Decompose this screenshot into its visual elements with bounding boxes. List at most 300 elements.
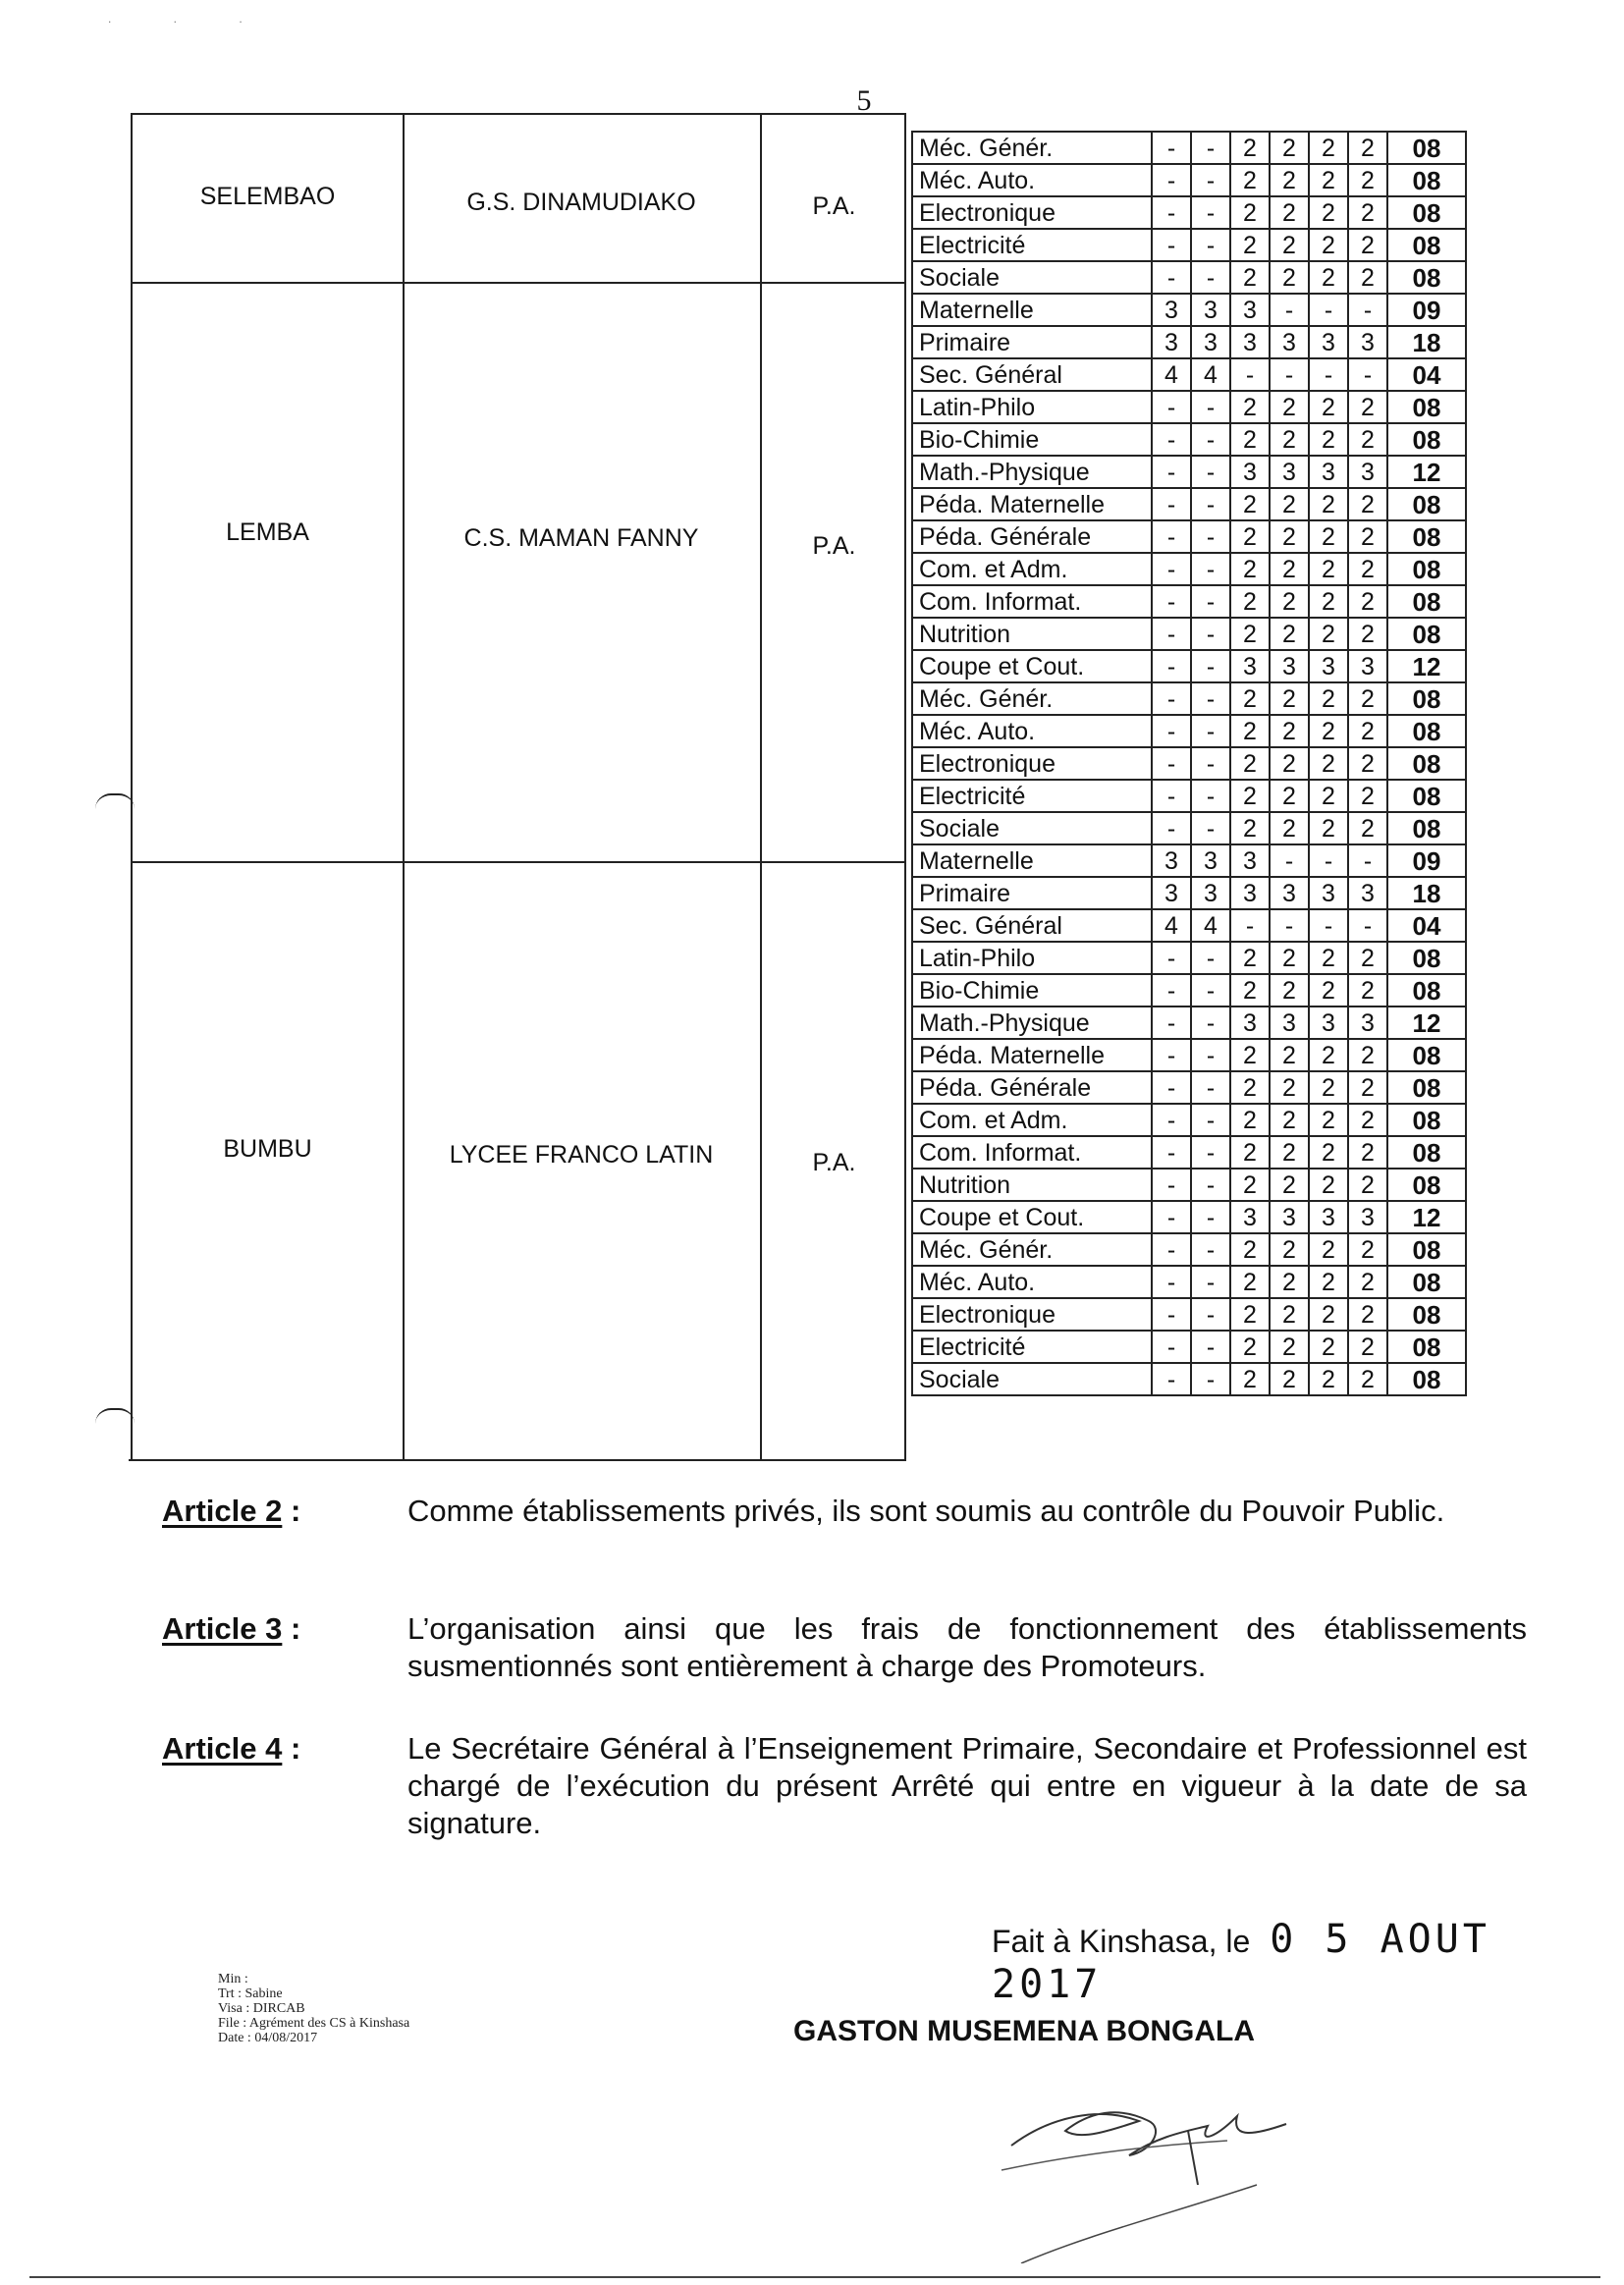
count-cell: 2 [1348, 942, 1387, 974]
table-row [912, 650, 1466, 682]
count-cell: - [1191, 747, 1230, 780]
count-cell: - [1191, 1363, 1230, 1395]
count-cell: 2 [1348, 1266, 1387, 1298]
count-cell: 2 [1309, 1039, 1348, 1071]
count-cell: 3 [1270, 326, 1309, 358]
count-cell: 2 [1230, 164, 1270, 196]
count-cell: - [1191, 488, 1230, 520]
count-cell: 2 [1309, 1331, 1348, 1363]
count-cell: 2 [1309, 715, 1348, 747]
count-cell: - [1191, 1266, 1230, 1298]
section-cell: Electronique [912, 196, 1152, 229]
count-cell: - [1309, 358, 1348, 391]
count-cell: 2 [1309, 423, 1348, 456]
total-cell: 12 [1387, 1201, 1466, 1233]
table-row [912, 747, 1466, 780]
section-cell: Sec. Général [912, 358, 1152, 391]
count-cell: 3 [1191, 326, 1230, 358]
count-cell: - [1191, 423, 1230, 456]
count-cell: - [1152, 229, 1191, 261]
count-cell: 2 [1309, 261, 1348, 294]
article-text: L’organisation ainsi que les frais de fonctionnement des établissements susmentionnés sont entièrement à charge des Promoteurs. [407, 1611, 1527, 1683]
count-cell: 2 [1230, 1136, 1270, 1169]
school-name-cell: LYCEE FRANCO LATIN [449, 1141, 714, 1169]
count-cell: 2 [1309, 1298, 1348, 1331]
count-cell: - [1152, 1331, 1191, 1363]
article-label: Article 3 [162, 1611, 283, 1646]
count-cell: 2 [1270, 423, 1309, 456]
table-row [912, 326, 1466, 358]
count-cell: 2 [1348, 1233, 1387, 1266]
section-cell: Primaire [912, 326, 1152, 358]
count-cell: - [1152, 1071, 1191, 1104]
section-cell: Péda. Générale [912, 1071, 1152, 1104]
count-cell: - [1191, 1136, 1230, 1169]
total-cell: 09 [1387, 844, 1466, 877]
section-cell: Sociale [912, 261, 1152, 294]
count-cell: 2 [1270, 229, 1309, 261]
count-cell: 3 [1309, 877, 1348, 909]
count-cell: 3 [1152, 877, 1191, 909]
count-cell: 2 [1270, 780, 1309, 812]
count-cell: 2 [1348, 553, 1387, 585]
total-cell: 08 [1387, 1266, 1466, 1298]
section-cell: Electronique [912, 1298, 1152, 1331]
count-cell: 2 [1230, 974, 1270, 1006]
section-cell: Méc. Génér. [912, 1233, 1152, 1266]
count-cell: 2 [1348, 812, 1387, 844]
total-cell: 08 [1387, 423, 1466, 456]
table-row [912, 812, 1466, 844]
article-text: Comme établissements privés, ils sont soumis au contrôle du Pouvoir Public. [407, 1494, 1445, 1528]
count-cell: 4 [1191, 909, 1230, 942]
total-cell: 04 [1387, 358, 1466, 391]
count-cell: 2 [1309, 1233, 1348, 1266]
count-cell: - [1152, 164, 1191, 196]
count-cell: 2 [1230, 747, 1270, 780]
count-cell: 2 [1230, 715, 1270, 747]
count-cell: 2 [1348, 974, 1387, 1006]
table-row [912, 1039, 1466, 1071]
count-cell: 3 [1152, 294, 1191, 326]
count-cell: 2 [1348, 1071, 1387, 1104]
table-row [912, 423, 1466, 456]
count-cell: 2 [1230, 391, 1270, 423]
count-cell: 4 [1152, 358, 1191, 391]
count-cell: - [1191, 261, 1230, 294]
count-cell: - [1152, 1266, 1191, 1298]
count-cell: - [1152, 618, 1191, 650]
count-cell: 2 [1270, 1039, 1309, 1071]
count-cell: 3 [1348, 650, 1387, 682]
count-cell: 2 [1230, 1104, 1270, 1136]
count-cell: - [1152, 456, 1191, 488]
count-cell: 2 [1230, 618, 1270, 650]
total-cell: 08 [1387, 261, 1466, 294]
count-cell: 2 [1348, 618, 1387, 650]
count-cell: - [1152, 1233, 1191, 1266]
count-cell: 3 [1191, 877, 1230, 909]
count-cell: 2 [1348, 423, 1387, 456]
count-cell: 3 [1191, 844, 1230, 877]
count-cell: - [1191, 974, 1230, 1006]
scan-specks: . . . [108, 12, 272, 26]
table-row [912, 164, 1466, 196]
count-cell: 2 [1348, 747, 1387, 780]
table-row [912, 488, 1466, 520]
section-cell: Electricité [912, 1331, 1152, 1363]
count-cell: 2 [1230, 585, 1270, 618]
count-cell: - [1191, 132, 1230, 164]
count-cell: - [1152, 196, 1191, 229]
count-cell: - [1191, 618, 1230, 650]
count-cell: 2 [1270, 520, 1309, 553]
count-cell: - [1270, 294, 1309, 326]
total-cell: 08 [1387, 1298, 1466, 1331]
section-cell: Com. et Adm. [912, 1104, 1152, 1136]
count-cell: - [1152, 682, 1191, 715]
count-cell: 2 [1270, 1298, 1309, 1331]
count-cell: 3 [1348, 456, 1387, 488]
count-cell: 4 [1191, 358, 1230, 391]
count-cell: 3 [1230, 877, 1270, 909]
count-cell: 3 [1309, 650, 1348, 682]
total-cell: 08 [1387, 715, 1466, 747]
count-cell: 2 [1309, 942, 1348, 974]
count-cell: 2 [1348, 164, 1387, 196]
total-cell: 09 [1387, 294, 1466, 326]
total-cell: 18 [1387, 326, 1466, 358]
section-cell: Bio-Chimie [912, 423, 1152, 456]
section-cell: Péda. Générale [912, 520, 1152, 553]
count-cell: 2 [1270, 164, 1309, 196]
school-name-cell: G.S. DINAMUDIAKO [466, 189, 696, 216]
count-cell: 2 [1230, 488, 1270, 520]
table-row [912, 1298, 1466, 1331]
count-cell: 2 [1348, 715, 1387, 747]
count-cell: 3 [1270, 1006, 1309, 1039]
count-cell: - [1270, 844, 1309, 877]
sections-table [911, 131, 1467, 1396]
count-cell: 2 [1348, 229, 1387, 261]
total-cell: 18 [1387, 877, 1466, 909]
count-cell: 2 [1309, 1136, 1348, 1169]
count-cell: - [1152, 974, 1191, 1006]
count-cell: 2 [1309, 974, 1348, 1006]
table-row [912, 1331, 1466, 1363]
count-cell: 2 [1270, 391, 1309, 423]
count-cell: 2 [1309, 1266, 1348, 1298]
article-label: Article 2 [162, 1494, 283, 1528]
table-row [912, 844, 1466, 877]
count-cell: 2 [1309, 391, 1348, 423]
count-cell: 2 [1309, 1071, 1348, 1104]
signature-icon [992, 2077, 1345, 2263]
count-cell: 2 [1309, 164, 1348, 196]
count-cell: 3 [1230, 294, 1270, 326]
count-cell: 3 [1230, 844, 1270, 877]
total-cell: 08 [1387, 1104, 1466, 1136]
total-cell: 08 [1387, 618, 1466, 650]
section-cell: Sociale [912, 812, 1152, 844]
count-cell: 2 [1348, 1039, 1387, 1071]
section-cell: Nutrition [912, 618, 1152, 650]
count-cell: - [1191, 1331, 1230, 1363]
total-cell: 08 [1387, 1233, 1466, 1266]
count-cell: 2 [1309, 553, 1348, 585]
count-cell: 3 [1309, 326, 1348, 358]
table-row [912, 1201, 1466, 1233]
count-cell: 2 [1270, 196, 1309, 229]
total-cell: 08 [1387, 553, 1466, 585]
total-cell: 08 [1387, 780, 1466, 812]
count-cell: 2 [1270, 132, 1309, 164]
count-cell: - [1152, 1169, 1191, 1201]
count-cell: 2 [1270, 1104, 1309, 1136]
total-cell: 08 [1387, 747, 1466, 780]
table-row [912, 1169, 1466, 1201]
count-cell: 2 [1309, 196, 1348, 229]
table-row [912, 682, 1466, 715]
total-cell: 08 [1387, 164, 1466, 196]
section-cell: Sec. Général [912, 909, 1152, 942]
count-cell: - [1230, 909, 1270, 942]
count-cell: 2 [1230, 520, 1270, 553]
count-cell: - [1152, 942, 1191, 974]
section-cell: Sociale [912, 1363, 1152, 1395]
total-cell: 08 [1387, 812, 1466, 844]
commune-cell: LEMBA [226, 518, 309, 546]
count-cell: - [1191, 456, 1230, 488]
count-cell: - [1270, 909, 1309, 942]
table-row [912, 780, 1466, 812]
count-cell: - [1152, 1298, 1191, 1331]
count-cell: 2 [1348, 1298, 1387, 1331]
signer-name: GASTON MUSEMENA BONGALA [793, 2015, 1256, 2047]
count-cell: 3 [1230, 456, 1270, 488]
section-cell: Electricité [912, 229, 1152, 261]
count-cell: - [1191, 1104, 1230, 1136]
count-cell: - [1191, 164, 1230, 196]
total-cell: 08 [1387, 1331, 1466, 1363]
count-cell: 2 [1230, 1169, 1270, 1201]
total-cell: 08 [1387, 585, 1466, 618]
section-cell: Maternelle [912, 844, 1152, 877]
count-cell: 2 [1270, 812, 1309, 844]
section-cell: Méc. Auto. [912, 1266, 1152, 1298]
table-row [912, 132, 1466, 164]
section-cell: Com. et Adm. [912, 553, 1152, 585]
margin-tick-mark [95, 793, 135, 809]
count-cell: 2 [1230, 1039, 1270, 1071]
count-cell: - [1191, 196, 1230, 229]
count-cell: 3 [1230, 1006, 1270, 1039]
count-cell: - [1152, 520, 1191, 553]
count-cell: 3 [1270, 1201, 1309, 1233]
count-cell: - [1191, 715, 1230, 747]
count-cell: 2 [1270, 942, 1309, 974]
section-cell: Méc. Génér. [912, 132, 1152, 164]
place-text: Fait à Kinshasa, le [992, 1924, 1251, 1959]
count-cell: 2 [1230, 196, 1270, 229]
total-cell: 08 [1387, 488, 1466, 520]
total-cell: 08 [1387, 682, 1466, 715]
count-cell: 2 [1230, 682, 1270, 715]
count-cell: - [1191, 520, 1230, 553]
margin-tick-mark [95, 1408, 135, 1424]
count-cell: 3 [1152, 844, 1191, 877]
count-cell: 2 [1270, 1233, 1309, 1266]
count-cell: - [1191, 682, 1230, 715]
count-cell: 2 [1270, 488, 1309, 520]
count-cell: - [1152, 585, 1191, 618]
count-cell: - [1152, 1136, 1191, 1169]
count-cell: 2 [1230, 1233, 1270, 1266]
count-cell: 3 [1270, 877, 1309, 909]
count-cell: 2 [1309, 747, 1348, 780]
count-cell: - [1191, 585, 1230, 618]
count-cell: 2 [1309, 1169, 1348, 1201]
count-cell: 2 [1270, 1071, 1309, 1104]
count-cell: 2 [1230, 1266, 1270, 1298]
count-cell: 2 [1230, 229, 1270, 261]
count-cell: - [1191, 650, 1230, 682]
total-cell: 08 [1387, 196, 1466, 229]
total-cell: 08 [1387, 391, 1466, 423]
table-row [912, 1233, 1466, 1266]
count-cell: 3 [1309, 456, 1348, 488]
count-cell: 3 [1191, 294, 1230, 326]
count-cell: - [1191, 391, 1230, 423]
count-cell: 2 [1270, 974, 1309, 1006]
count-cell: 3 [1230, 326, 1270, 358]
count-cell: 2 [1230, 812, 1270, 844]
table-row [912, 553, 1466, 585]
count-cell: 2 [1270, 682, 1309, 715]
count-cell: 3 [1348, 1006, 1387, 1039]
count-cell: 2 [1270, 585, 1309, 618]
count-cell: 2 [1348, 1331, 1387, 1363]
count-cell: 2 [1309, 812, 1348, 844]
count-cell: 2 [1309, 229, 1348, 261]
total-cell: 08 [1387, 974, 1466, 1006]
count-cell: - [1191, 942, 1230, 974]
count-cell: 2 [1270, 1363, 1309, 1395]
count-cell: 3 [1270, 650, 1309, 682]
commune-cell: BUMBU [223, 1135, 312, 1163]
count-cell: - [1270, 358, 1309, 391]
table-row [912, 1071, 1466, 1104]
section-cell: Maternelle [912, 294, 1152, 326]
count-cell: - [1152, 261, 1191, 294]
total-cell: 04 [1387, 909, 1466, 942]
section-cell: Electricité [912, 780, 1152, 812]
count-cell: 2 [1270, 553, 1309, 585]
page-number: 5 [856, 84, 872, 117]
count-cell: 2 [1230, 132, 1270, 164]
count-cell: 2 [1309, 585, 1348, 618]
count-cell: 2 [1230, 423, 1270, 456]
table-row [912, 1006, 1466, 1039]
table-row [912, 974, 1466, 1006]
count-cell: 2 [1309, 520, 1348, 553]
table-row [912, 196, 1466, 229]
section-cell: Primaire [912, 877, 1152, 909]
table-row [912, 294, 1466, 326]
count-cell: 2 [1230, 1363, 1270, 1395]
count-cell: 3 [1348, 877, 1387, 909]
count-cell: 3 [1309, 1201, 1348, 1233]
count-cell: - [1152, 715, 1191, 747]
count-cell: - [1309, 294, 1348, 326]
count-cell: - [1152, 747, 1191, 780]
count-cell: 2 [1309, 132, 1348, 164]
section-cell: Péda. Maternelle [912, 1039, 1152, 1071]
count-cell: - [1348, 844, 1387, 877]
count-cell: - [1152, 1104, 1191, 1136]
section-cell: Math.-Physique [912, 456, 1152, 488]
table-row [912, 942, 1466, 974]
place-and-date [992, 1917, 1624, 2007]
count-cell: 3 [1152, 326, 1191, 358]
count-cell: 2 [1348, 780, 1387, 812]
table-row [912, 391, 1466, 423]
total-cell: 08 [1387, 942, 1466, 974]
count-cell: - [1152, 812, 1191, 844]
count-cell: - [1191, 553, 1230, 585]
count-cell: - [1152, 132, 1191, 164]
count-cell: - [1191, 1201, 1230, 1233]
count-cell: 4 [1152, 909, 1191, 942]
count-cell: 3 [1230, 1201, 1270, 1233]
count-cell: - [1152, 780, 1191, 812]
count-cell: 2 [1270, 715, 1309, 747]
count-cell: - [1152, 1201, 1191, 1233]
count-cell: - [1348, 358, 1387, 391]
school-type-cell: P.A. [812, 1149, 856, 1176]
section-cell: Coupe et Cout. [912, 650, 1152, 682]
count-cell: - [1309, 909, 1348, 942]
total-cell: 08 [1387, 1169, 1466, 1201]
article-label: Article 4 [162, 1731, 283, 1766]
count-cell: 2 [1230, 261, 1270, 294]
count-cell: 2 [1309, 618, 1348, 650]
section-cell: Electronique [912, 747, 1152, 780]
school-name-cell: C.S. MAMAN FANNY [463, 524, 699, 552]
count-cell: 3 [1348, 1201, 1387, 1233]
count-cell: 3 [1348, 326, 1387, 358]
section-cell: Com. Informat. [912, 585, 1152, 618]
section-cell: Nutrition [912, 1169, 1152, 1201]
count-cell: 2 [1230, 553, 1270, 585]
count-cell: - [1191, 780, 1230, 812]
count-cell: - [1152, 391, 1191, 423]
count-cell: 2 [1348, 1136, 1387, 1169]
table-row [912, 520, 1466, 553]
table-row [912, 715, 1466, 747]
count-cell: - [1191, 1298, 1230, 1331]
count-cell: - [1191, 1233, 1230, 1266]
school-type-cell: P.A. [812, 192, 856, 220]
page-bottom-rule [29, 2276, 1600, 2278]
section-cell: Péda. Maternelle [912, 488, 1152, 520]
count-cell: - [1152, 1006, 1191, 1039]
count-cell: 3 [1270, 456, 1309, 488]
table-row [912, 1363, 1466, 1395]
table-row [912, 261, 1466, 294]
count-cell: - [1230, 358, 1270, 391]
section-cell: Com. Informat. [912, 1136, 1152, 1169]
